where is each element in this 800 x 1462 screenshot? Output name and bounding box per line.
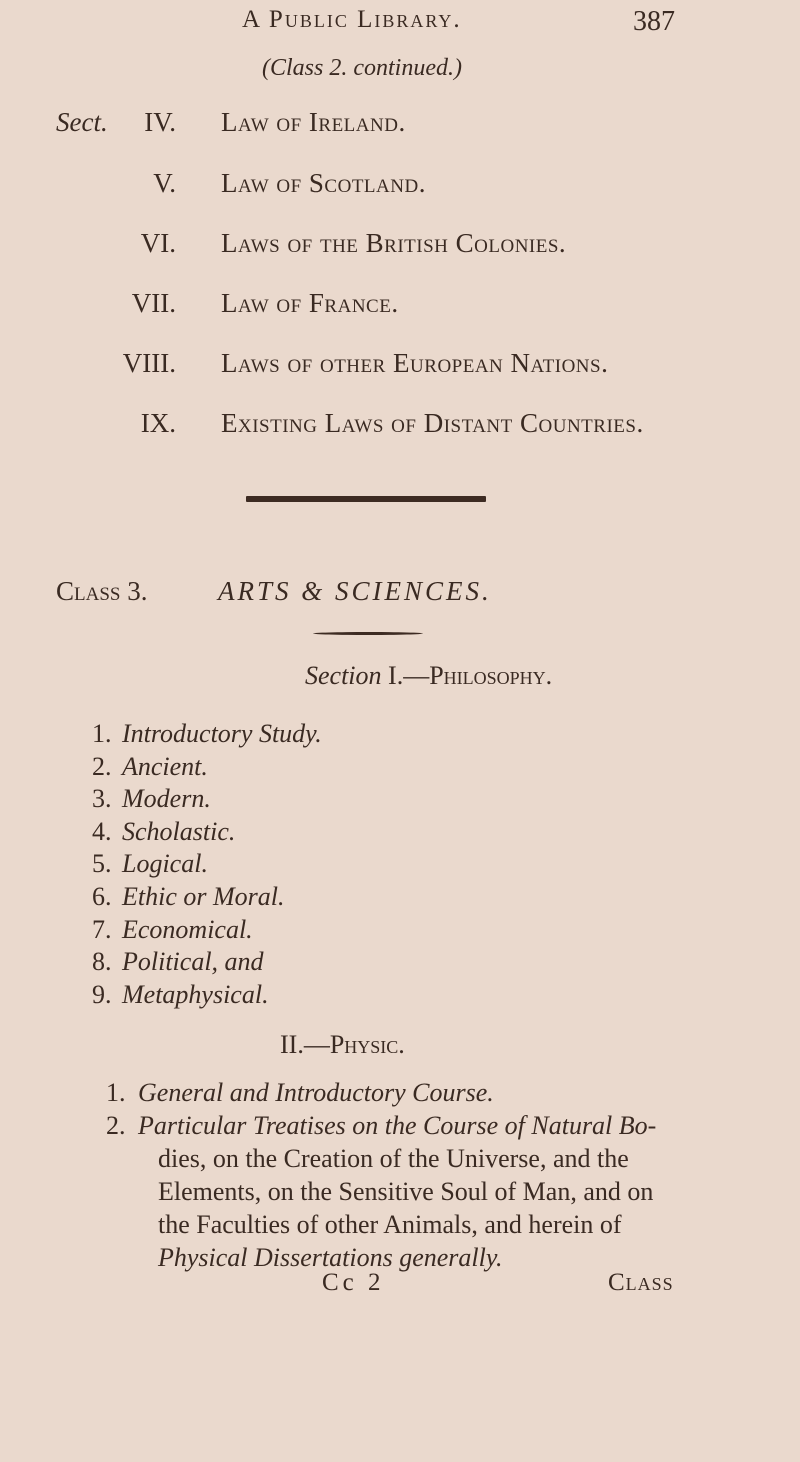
class-label: Class 3.: [56, 576, 148, 606]
page-number: 387: [633, 6, 675, 37]
list-item: 7. Economical.: [92, 914, 253, 944]
sect-row: [56, 348, 756, 382]
sect-numeral: VII.: [131, 288, 176, 318]
sect-row: [56, 168, 756, 202]
sect-title: Law of Ireland.: [221, 107, 406, 137]
section-numeral: I.—: [388, 661, 430, 690]
catchword: Class: [608, 1269, 674, 1296]
sect-row: [56, 107, 756, 141]
sect-numeral: V.: [153, 168, 176, 198]
sect-numeral: IX.: [140, 408, 176, 438]
list-item: 5. Logical.: [92, 849, 208, 879]
section-prefix: Section: [305, 661, 382, 690]
sect-prefix: Sect.: [56, 107, 108, 137]
sect-title: Laws of other European Nations.: [221, 348, 609, 378]
physic-list: [106, 1076, 686, 1274]
list-item: 4. Scholastic.: [92, 816, 236, 846]
list-item: 3. Modern.: [92, 784, 211, 814]
section-numeral: II.—: [280, 1030, 330, 1059]
class-title: ARTS & SCIENCES.: [218, 576, 492, 606]
list-item: 1. General and Introductory Course.: [106, 1078, 494, 1107]
list-item: 9. Metaphysical.: [92, 979, 269, 1009]
ornament-rule: [313, 632, 423, 635]
list-item: 6. Ethic or Moral.: [92, 881, 285, 911]
sect-title: Law of France.: [221, 288, 399, 318]
class-heading: [56, 576, 492, 607]
list-item: 2. Particular Treatises on the Course of Natural Bo- dies, on the Creation of the Universe, and the Elements, on the Sensitive Soul of Man, and on the Faculties of other Animals, and herein of Physical Dissertations generally.: [106, 1111, 657, 1272]
sect-title: Existing Laws of Distant Countries.: [221, 408, 644, 438]
divider-rule: [246, 496, 486, 502]
sect-row: [56, 228, 756, 262]
continued-note: (Class 2. continued.): [262, 55, 462, 81]
section-heading-physic: [280, 1030, 405, 1060]
sect-numeral: VIII.: [122, 348, 176, 378]
list-item: 8. Political, and: [92, 947, 264, 977]
list-item: 2. Ancient.: [92, 751, 208, 781]
sect-title: Laws of the British Colonies.: [221, 228, 567, 258]
list-item: 1. Introductory Study.: [92, 719, 322, 748]
section-title: Physic.: [329, 1030, 405, 1059]
sect-numeral: IV.: [144, 107, 176, 137]
signature-mark: Cc 2: [322, 1269, 385, 1296]
sect-row: [56, 408, 756, 442]
sect-row: [56, 288, 756, 322]
sect-numeral: VI.: [140, 228, 176, 258]
sect-title: Law of Scotland.: [221, 168, 426, 198]
running-head: A Public Library.: [242, 6, 462, 33]
philosophy-list: [92, 718, 322, 1011]
section-title: Philosophy.: [429, 661, 553, 690]
section-heading-philosophy: [305, 661, 552, 691]
